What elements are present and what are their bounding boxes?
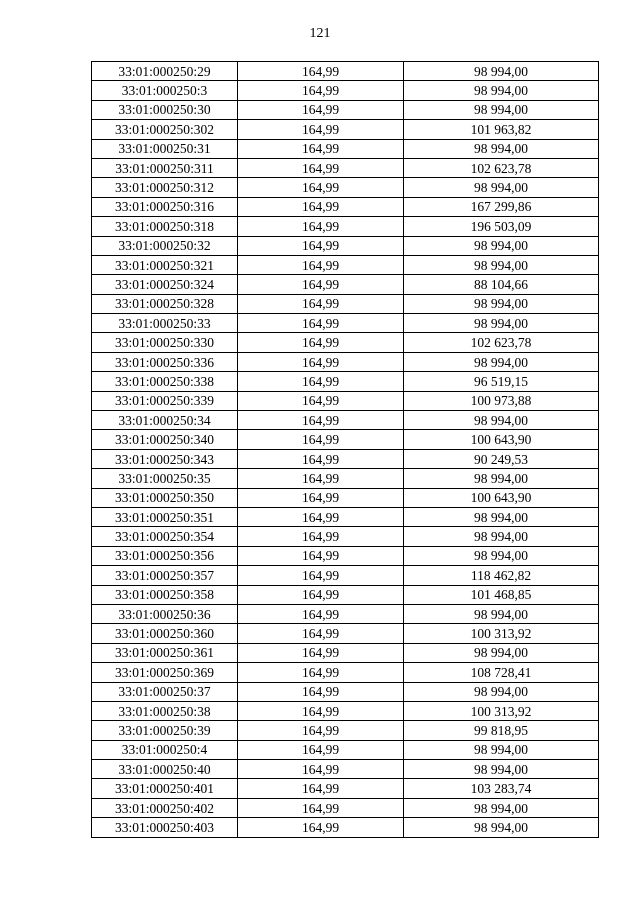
- table-row: [92, 663, 599, 682]
- table-row: [92, 643, 599, 662]
- table-row: [92, 488, 599, 507]
- area-cell: 164,99: [238, 566, 404, 585]
- cadastral-number-cell: 33:01:000250:338: [92, 372, 238, 391]
- cadastral-number-cell: 33:01:000250:321: [92, 255, 238, 274]
- cost-cell: 98 994,00: [404, 81, 599, 100]
- area-cell: 164,99: [238, 507, 404, 526]
- cadastral-number-cell: 33:01:000250:328: [92, 294, 238, 313]
- area-cell: 164,99: [238, 643, 404, 662]
- area-cell: 164,99: [238, 779, 404, 798]
- table-row: [92, 81, 599, 100]
- page-number: 121: [309, 26, 331, 41]
- cadastral-number-cell: 33:01:000250:361: [92, 643, 238, 662]
- cost-cell: 98 994,00: [404, 100, 599, 119]
- cadastre-table: [91, 61, 599, 838]
- cadastral-number-cell: 33:01:000250:36: [92, 604, 238, 623]
- cost-cell: 98 994,00: [404, 139, 599, 158]
- cadastral-number-cell: 33:01:000250:401: [92, 779, 238, 798]
- cadastral-number-cell: 33:01:000250:403: [92, 818, 238, 837]
- area-cell: 164,99: [238, 120, 404, 139]
- cadastral-number-cell: 33:01:000250:32: [92, 236, 238, 255]
- table-row: [92, 275, 599, 294]
- area-cell: 164,99: [238, 158, 404, 177]
- table-row: [92, 158, 599, 177]
- area-cell: 164,99: [238, 391, 404, 410]
- area-cell: 164,99: [238, 178, 404, 197]
- area-cell: 164,99: [238, 798, 404, 817]
- area-cell: 164,99: [238, 449, 404, 468]
- table-row: [92, 818, 599, 837]
- area-cell: 164,99: [238, 352, 404, 371]
- cadastral-number-cell: 33:01:000250:402: [92, 798, 238, 817]
- cadastral-number-cell: 33:01:000250:31: [92, 139, 238, 158]
- cost-cell: 96 519,15: [404, 372, 599, 391]
- cost-cell: 98 994,00: [404, 314, 599, 333]
- area-cell: 164,99: [238, 488, 404, 507]
- table-row: [92, 294, 599, 313]
- cadastral-number-cell: 33:01:000250:33: [92, 314, 238, 333]
- table-row: [92, 314, 599, 333]
- area-cell: 164,99: [238, 701, 404, 720]
- table-row: [92, 507, 599, 526]
- table-row: [92, 585, 599, 604]
- cadastral-number-cell: 33:01:000250:369: [92, 663, 238, 682]
- table-row: [92, 721, 599, 740]
- table-row: [92, 449, 599, 468]
- area-cell: 164,99: [238, 682, 404, 701]
- table-row: [92, 197, 599, 216]
- cadastral-number-cell: 33:01:000250:350: [92, 488, 238, 507]
- area-cell: 164,99: [238, 527, 404, 546]
- table-row: [92, 798, 599, 817]
- area-cell: 164,99: [238, 236, 404, 255]
- table-row: [92, 100, 599, 119]
- cost-cell: 100 313,92: [404, 624, 599, 643]
- table-row: [92, 527, 599, 546]
- cost-cell: 98 994,00: [404, 62, 599, 81]
- table-row: [92, 430, 599, 449]
- cost-cell: 98 994,00: [404, 469, 599, 488]
- cost-cell: 98 994,00: [404, 740, 599, 759]
- cadastral-number-cell: 33:01:000250:354: [92, 527, 238, 546]
- cadastral-number-cell: 33:01:000250:4: [92, 740, 238, 759]
- table-row: [92, 682, 599, 701]
- cost-cell: 98 994,00: [404, 178, 599, 197]
- area-cell: 164,99: [238, 604, 404, 623]
- cost-cell: 90 249,53: [404, 449, 599, 468]
- cost-cell: 98 994,00: [404, 546, 599, 565]
- cadastral-number-cell: 33:01:000250:39: [92, 721, 238, 740]
- table-row: [92, 352, 599, 371]
- cadastral-number-cell: 33:01:000250:312: [92, 178, 238, 197]
- area-cell: 164,99: [238, 411, 404, 430]
- area-cell: 164,99: [238, 294, 404, 313]
- cadastral-number-cell: 33:01:000250:40: [92, 760, 238, 779]
- cost-cell: 100 643,90: [404, 488, 599, 507]
- table-body: [92, 62, 599, 838]
- area-cell: 164,99: [238, 275, 404, 294]
- area-cell: 164,99: [238, 255, 404, 274]
- table-row: [92, 372, 599, 391]
- cadastral-number-cell: 33:01:000250:3: [92, 81, 238, 100]
- area-cell: 164,99: [238, 721, 404, 740]
- cost-cell: 98 994,00: [404, 352, 599, 371]
- table-row: [92, 255, 599, 274]
- table-row: [92, 740, 599, 759]
- table-row: [92, 469, 599, 488]
- area-cell: 164,99: [238, 469, 404, 488]
- area-cell: 164,99: [238, 62, 404, 81]
- table-row: [92, 701, 599, 720]
- table-row: [92, 760, 599, 779]
- cadastral-number-cell: 33:01:000250:360: [92, 624, 238, 643]
- area-cell: 164,99: [238, 139, 404, 158]
- cadastral-number-cell: 33:01:000250:336: [92, 352, 238, 371]
- table-row: [92, 236, 599, 255]
- cadastral-number-cell: 33:01:000250:339: [92, 391, 238, 410]
- table-row: [92, 62, 599, 81]
- cost-cell: 98 994,00: [404, 604, 599, 623]
- cost-cell: 167 299,86: [404, 197, 599, 216]
- cost-cell: 100 313,92: [404, 701, 599, 720]
- cost-cell: 98 994,00: [404, 643, 599, 662]
- cadastral-number-cell: 33:01:000250:324: [92, 275, 238, 294]
- table-row: [92, 411, 599, 430]
- cadastral-number-cell: 33:01:000250:340: [92, 430, 238, 449]
- table-row: [92, 217, 599, 236]
- table-row: [92, 604, 599, 623]
- table-row: [92, 546, 599, 565]
- table-row: [92, 624, 599, 643]
- cost-cell: 102 623,78: [404, 158, 599, 177]
- cost-cell: 98 994,00: [404, 255, 599, 274]
- cost-cell: 100 973,88: [404, 391, 599, 410]
- table-row: [92, 779, 599, 798]
- cost-cell: 100 643,90: [404, 430, 599, 449]
- table-row: [92, 178, 599, 197]
- cost-cell: 98 994,00: [404, 818, 599, 837]
- cadastral-number-cell: 33:01:000250:29: [92, 62, 238, 81]
- cost-cell: 118 462,82: [404, 566, 599, 585]
- table-row: [92, 120, 599, 139]
- cadastral-number-cell: 33:01:000250:351: [92, 507, 238, 526]
- cadastral-number-cell: 33:01:000250:316: [92, 197, 238, 216]
- area-cell: 164,99: [238, 217, 404, 236]
- area-cell: 164,99: [238, 333, 404, 352]
- area-cell: 164,99: [238, 197, 404, 216]
- table-row: [92, 391, 599, 410]
- cost-cell: 108 728,41: [404, 663, 599, 682]
- table-row: [92, 139, 599, 158]
- cost-cell: 103 283,74: [404, 779, 599, 798]
- area-cell: 164,99: [238, 314, 404, 333]
- cadastral-number-cell: 33:01:000250:34: [92, 411, 238, 430]
- cadastral-number-cell: 33:01:000250:330: [92, 333, 238, 352]
- cost-cell: 99 818,95: [404, 721, 599, 740]
- area-cell: 164,99: [238, 585, 404, 604]
- cost-cell: 98 994,00: [404, 760, 599, 779]
- cost-cell: 88 104,66: [404, 275, 599, 294]
- cadastral-number-cell: 33:01:000250:35: [92, 469, 238, 488]
- cadastral-number-cell: 33:01:000250:343: [92, 449, 238, 468]
- cost-cell: 98 994,00: [404, 527, 599, 546]
- cadastral-number-cell: 33:01:000250:37: [92, 682, 238, 701]
- cost-cell: 98 994,00: [404, 236, 599, 255]
- cost-cell: 98 994,00: [404, 682, 599, 701]
- cadastral-number-cell: 33:01:000250:358: [92, 585, 238, 604]
- cost-cell: 102 623,78: [404, 333, 599, 352]
- cadastral-number-cell: 33:01:000250:318: [92, 217, 238, 236]
- area-cell: 164,99: [238, 546, 404, 565]
- area-cell: 164,99: [238, 818, 404, 837]
- area-cell: 164,99: [238, 81, 404, 100]
- area-cell: 164,99: [238, 760, 404, 779]
- cadastral-number-cell: 33:01:000250:356: [92, 546, 238, 565]
- area-cell: 164,99: [238, 372, 404, 391]
- area-cell: 164,99: [238, 100, 404, 119]
- cadastral-number-cell: 33:01:000250:38: [92, 701, 238, 720]
- cadastral-number-cell: 33:01:000250:311: [92, 158, 238, 177]
- area-cell: 164,99: [238, 663, 404, 682]
- cadastral-number-cell: 33:01:000250:357: [92, 566, 238, 585]
- cost-cell: 101 468,85: [404, 585, 599, 604]
- cost-cell: 98 994,00: [404, 294, 599, 313]
- cost-cell: 98 994,00: [404, 507, 599, 526]
- area-cell: 164,99: [238, 624, 404, 643]
- area-cell: 164,99: [238, 430, 404, 449]
- area-cell: 164,99: [238, 740, 404, 759]
- cost-cell: 196 503,09: [404, 217, 599, 236]
- table-row: [92, 566, 599, 585]
- cost-cell: 98 994,00: [404, 798, 599, 817]
- cadastral-number-cell: 33:01:000250:30: [92, 100, 238, 119]
- table-row: [92, 333, 599, 352]
- cost-cell: 101 963,82: [404, 120, 599, 139]
- cost-cell: 98 994,00: [404, 411, 599, 430]
- cadastral-number-cell: 33:01:000250:302: [92, 120, 238, 139]
